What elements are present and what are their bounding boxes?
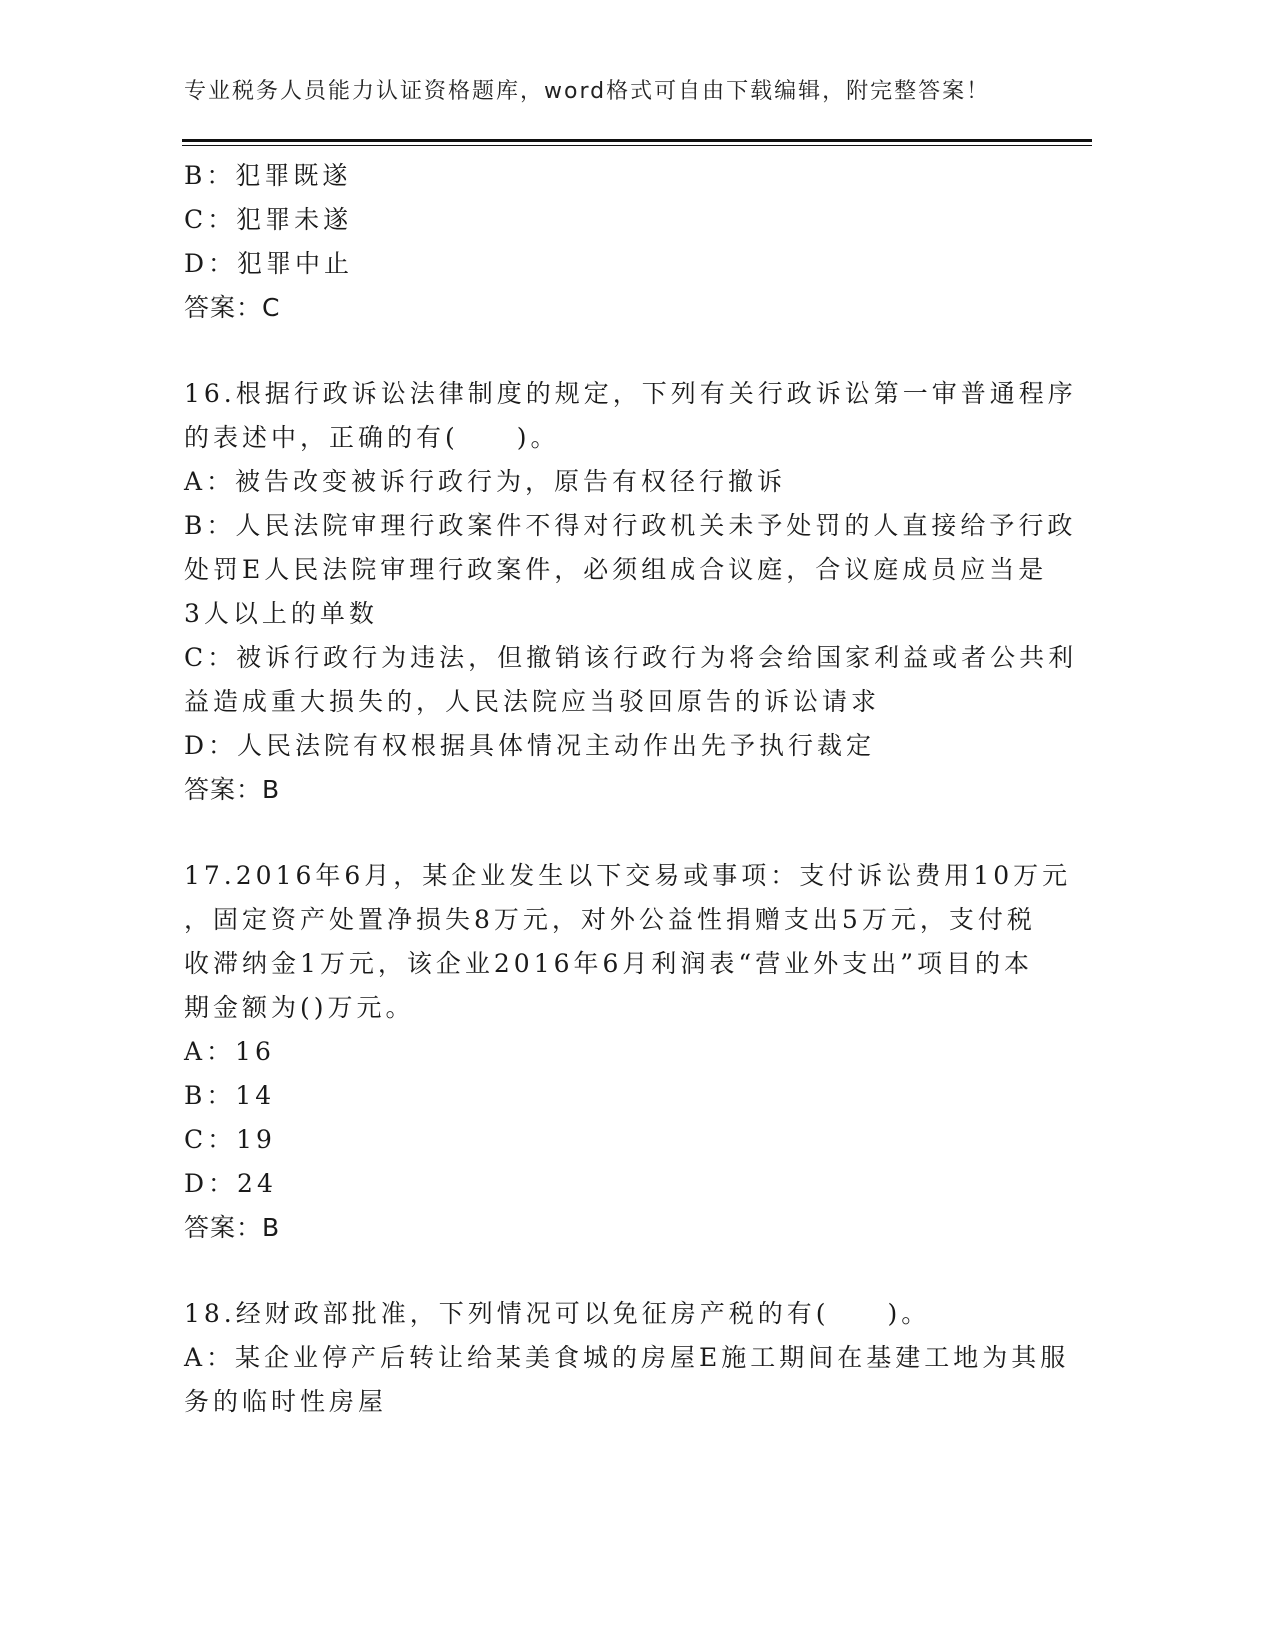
q18-option-a: A：某企业停产后转让给某美食城的房屋E施工期间在基建工地为其服: [184, 1343, 1070, 1372]
q16-option-d: D：人民法院有权根据具体情况主动作出先予执行裁定: [184, 731, 876, 760]
spacer: [184, 330, 1064, 372]
q16-stem-line: 的表述中，正确的有( )。: [184, 423, 560, 452]
q15-answer: 答案：C: [184, 293, 281, 322]
q16-stem-line: 16.根据行政诉讼法律制度的规定，下列有关行政诉讼第一审普通程序: [184, 379, 1077, 408]
q17-option-a: A：16: [184, 1037, 275, 1066]
q17-option-d: D：24: [184, 1169, 277, 1198]
q15-option-d: D：犯罪中止: [184, 249, 354, 278]
spacer: [184, 812, 1064, 854]
q16-option-b: B：人民法院审理行政案件不得对行政机关未予处罚的人直接给予行政: [184, 511, 1077, 540]
q18-option-a-cont: 务的临时性房屋: [184, 1387, 388, 1416]
q16-option-b-cont: 处罚E人民法院审理行政案件，必须组成合议庭，合议庭成员应当是: [184, 555, 1048, 584]
q16-option-a: A：被告改变被诉行政行为，原告有权径行撤诉: [184, 467, 787, 496]
q16-option-c-cont: 益造成重大损失的，人民法院应当驳回原告的诉讼请求: [184, 687, 881, 716]
q17-stem-line: 收滞纳金1万元，该企业2016年6月利润表“营业外支出”项目的本: [184, 949, 1033, 978]
q16-option-c: C：被诉行政行为违法，但撤销该行政行为将会给国家利益或者公共利: [184, 643, 1078, 672]
q15-option-c: C：犯罪未遂: [184, 205, 353, 234]
document-body: [184, 154, 1078, 1424]
q17-answer: 答案：B: [184, 1213, 281, 1242]
header-divider-thick: [182, 139, 1092, 142]
question-18: [184, 1292, 1070, 1424]
q15-option-b: B：犯罪既遂: [184, 161, 352, 190]
header-divider-thin: [182, 145, 1092, 146]
q17-stem-line: ，固定资产处置净损失8万元，对外公益性捐赠支出5万元，支付税: [184, 905, 1036, 934]
q16-answer: 答案：B: [184, 775, 281, 804]
q17-stem-line: 期金额为()万元。: [184, 993, 415, 1022]
question-17: [184, 854, 1072, 1250]
spacer: [184, 1250, 1064, 1292]
q18-stem-line: 18.经财政部批准，下列情况可以免征房产税的有( )。: [184, 1299, 931, 1328]
q17-option-b: B：14: [184, 1081, 276, 1110]
question-16: [184, 372, 1078, 812]
q17-option-c: C：19: [184, 1125, 276, 1154]
q17-stem-line: 17.2016年6月，某企业发生以下交易或事项：支付诉讼费用10万元: [184, 861, 1072, 890]
question-15-tail: [184, 154, 1064, 330]
q16-option-b-cont: 3人以上的单数: [184, 599, 378, 628]
page-header: 专业税务人员能力认证资格题库，word格式可自由下载编辑，附完整答案！: [184, 79, 991, 104]
